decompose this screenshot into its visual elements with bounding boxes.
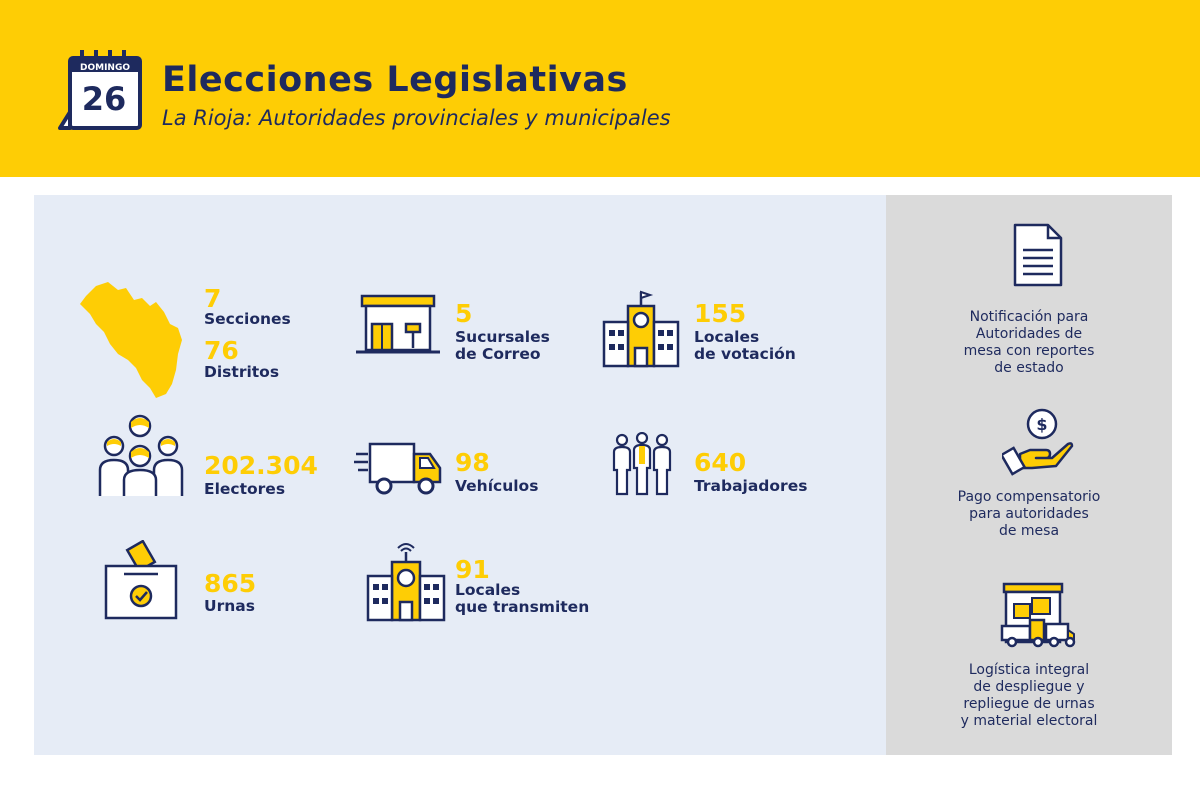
- pago-line-3: de mesa: [998, 523, 1060, 539]
- secciones-label: Secciones: [204, 310, 291, 328]
- transmitting-building-icon: [366, 540, 446, 622]
- logistics-icon: [1000, 582, 1076, 648]
- document-icon: [1012, 222, 1064, 288]
- calendar-day-name: DOMINGO: [80, 63, 130, 73]
- notificacion-text: [886, 309, 1172, 377]
- secciones-value: 7: [204, 284, 222, 313]
- notificacion-line-3: mesa con reportes: [963, 343, 1095, 359]
- voting-building-icon: [600, 290, 682, 368]
- pago-line-1: Pago compensatorio: [957, 489, 1101, 505]
- urnas-value: 865: [204, 569, 257, 598]
- page-title: Elecciones Legislativas: [162, 60, 628, 100]
- logistica-text: [886, 662, 1172, 730]
- electores-label: Electores: [204, 480, 286, 498]
- la-rioja-map-icon: [78, 280, 186, 400]
- locales-transmiten-value: 91: [455, 555, 490, 584]
- header-banner: [0, 0, 1200, 177]
- pago-text: [886, 489, 1172, 540]
- logistica-line-1: Logística integral: [968, 662, 1090, 678]
- trabajadores-label: Trabajadores: [694, 477, 808, 495]
- sucursales-value: 5: [455, 299, 473, 328]
- urnas-label: Urnas: [204, 597, 255, 615]
- calendar-icon: [58, 48, 146, 136]
- post-office-icon: [354, 294, 442, 356]
- locales-votacion-label-2: de votación: [694, 345, 796, 363]
- calendar-day-number: 26: [81, 80, 127, 118]
- workers-icon: [610, 432, 674, 496]
- sucursales-label-2: de Correo: [455, 345, 541, 363]
- page-subtitle: La Rioja: Autoridades provinciales y municipales: [162, 106, 671, 130]
- distritos-value: 76: [204, 336, 239, 365]
- locales-votacion-label-1: Locales: [694, 328, 760, 346]
- hand-coin-icon: [1002, 406, 1074, 478]
- sucursales-label-1: Sucursales: [455, 328, 550, 346]
- vehiculos-value: 98: [455, 448, 490, 477]
- locales-votacion-value: 155: [694, 299, 747, 328]
- notificacion-line-1: Notificación para: [969, 309, 1089, 325]
- logistica-line-2: de despliegue y: [973, 679, 1085, 695]
- truck-icon: [354, 440, 442, 496]
- distritos-label: Distritos: [204, 363, 280, 381]
- logistica-line-3: repliegue de urnas: [963, 696, 1095, 712]
- electores-value: 202.304: [204, 451, 318, 480]
- vehiculos-label: Vehículos: [455, 477, 539, 495]
- ballot-box-icon: [104, 540, 178, 620]
- people-group-icon: [96, 412, 186, 498]
- notificacion-line-4: de estado: [994, 360, 1064, 376]
- svg-text:$: $: [1036, 415, 1048, 434]
- locales-transmiten-label-1: Locales: [455, 581, 521, 599]
- pago-line-2: para autoridades: [969, 506, 1089, 522]
- notificacion-line-2: Autoridades de: [975, 326, 1083, 342]
- logistica-line-4: y material electoral: [960, 713, 1098, 729]
- trabajadores-value: 640: [694, 448, 747, 477]
- locales-transmiten-label-2: que transmiten: [455, 598, 590, 616]
